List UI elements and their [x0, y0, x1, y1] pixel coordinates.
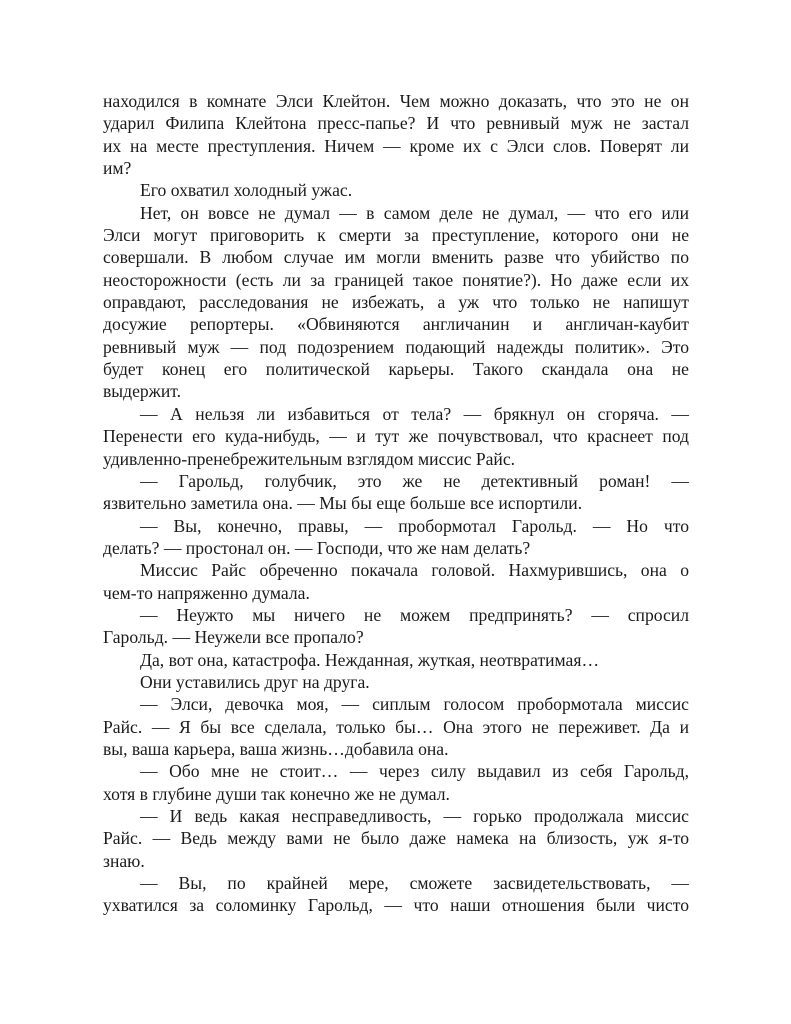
text-line: Райс. — Я бы все сделала, только бы… Она этого не переживет. Да и	[103, 716, 689, 737]
paragraph	[103, 403, 689, 470]
text-line: им?	[103, 158, 132, 179]
text-line: их на месте преступления. Ничем — кроме их с Элси слов. Поверят ли	[103, 135, 689, 156]
text-line: делать? — простонал он. — Господи, что же нам делать?	[103, 537, 531, 558]
paragraph	[103, 872, 689, 917]
text-line: хотя в глубине души так конечно же не думал.	[103, 783, 450, 804]
paragraph	[103, 202, 689, 403]
text-line: — Неужто мы ничего не можем предпринять? — спросил	[140, 604, 689, 625]
paragraph	[103, 604, 689, 649]
text-line: чем-то напряженно думала.	[103, 582, 310, 603]
text-line: ухватился за соломинку Гарольд, — что наши отношения были чисто	[103, 895, 689, 916]
paragraph	[103, 805, 689, 872]
paragraph	[103, 693, 689, 760]
text-line: вы, ваша карьера, ваша жизнь…добавила она.	[103, 738, 449, 759]
paragraph	[103, 760, 689, 805]
text-line: язвительно заметила она. — Мы бы еще больше все испортили.	[103, 493, 583, 514]
text-line: Миссис Райс обреченно покачала головой. Нахмурившись, она о	[140, 560, 689, 581]
paragraph	[103, 179, 689, 201]
paragraph	[103, 90, 689, 179]
text-line: — Гарольд, голубчик, это же не детективный роман! —	[140, 470, 689, 491]
text-line: совершали. В любом случае им могли вменить разве что убийство по	[103, 247, 689, 268]
text-line: — Вы, по крайней мере, сможете засвидетельствовать, —	[140, 873, 689, 894]
paragraph	[103, 649, 689, 671]
text-line: Элси могут приговорить к смерти за преступление, которого они не	[103, 225, 689, 246]
text-line: Гарольд. — Неужели все пропало?	[103, 627, 364, 648]
text-line: Перенести его куда-нибудь, — и тут же почувствовал, что краснеет под	[103, 426, 689, 447]
text-line: удивленно-пренебрежительным взглядом миссис Райс.	[103, 448, 516, 469]
paragraph	[103, 515, 689, 560]
text-line: — Элси, девочка моя, — сиплым голосом пробормотала миссис	[140, 694, 689, 715]
text-line: Они уставились друг на друга.	[140, 671, 370, 692]
text-line: Его охватил холодный ужас.	[140, 180, 353, 201]
text-line: неосторожности (есть ли за границей такое понятие?). Но даже если их	[103, 269, 689, 290]
text-line: ревнивый муж — под подозрением подающий надежды политик». Это	[103, 336, 689, 357]
text-line: выдержит.	[103, 381, 182, 402]
paragraph	[103, 559, 689, 604]
text-line: знаю.	[103, 850, 145, 871]
text-line: — Вы, конечно, правы, — пробормотал Гарольд. — Но что	[140, 515, 689, 536]
text-line: — А нельзя ли избавиться от тела? — брякнул он сгоряча. —	[140, 403, 689, 424]
text-line: — Обо мне не стоит… — через силу выдавил из себя Гарольд,	[140, 761, 689, 782]
paragraph	[103, 671, 689, 693]
text-line: — И ведь какая несправедливость, — горько продолжала миссис	[140, 806, 689, 826]
text-line: будет конец его политической карьеры. Такого скандала она не	[103, 359, 689, 380]
text-line: находился в комнате Элси Клейтон. Чем можно доказать, что это не он	[103, 91, 689, 111]
text-line: Райс. — Ведь между вами не было даже намека на близость, уж я-то	[103, 828, 689, 849]
text-line: Нет, он вовсе не думал — в самом деле не думал, — что его или	[140, 202, 689, 223]
paragraph	[103, 470, 689, 515]
text-line: досужие репортеры. «Обвиняются англичанин и англичан-каубит	[103, 314, 689, 335]
document-page	[103, 90, 689, 917]
text-line: оправдают, расследования не избежать, а уж что только не напишут	[103, 292, 689, 313]
text-line: Да, вот она, катастрофа. Нежданная, жуткая, неотвратимая…	[140, 649, 600, 670]
text-line: ударил Филипа Клейтона пресс-папье? И что ревнивый муж не застал	[103, 113, 689, 134]
